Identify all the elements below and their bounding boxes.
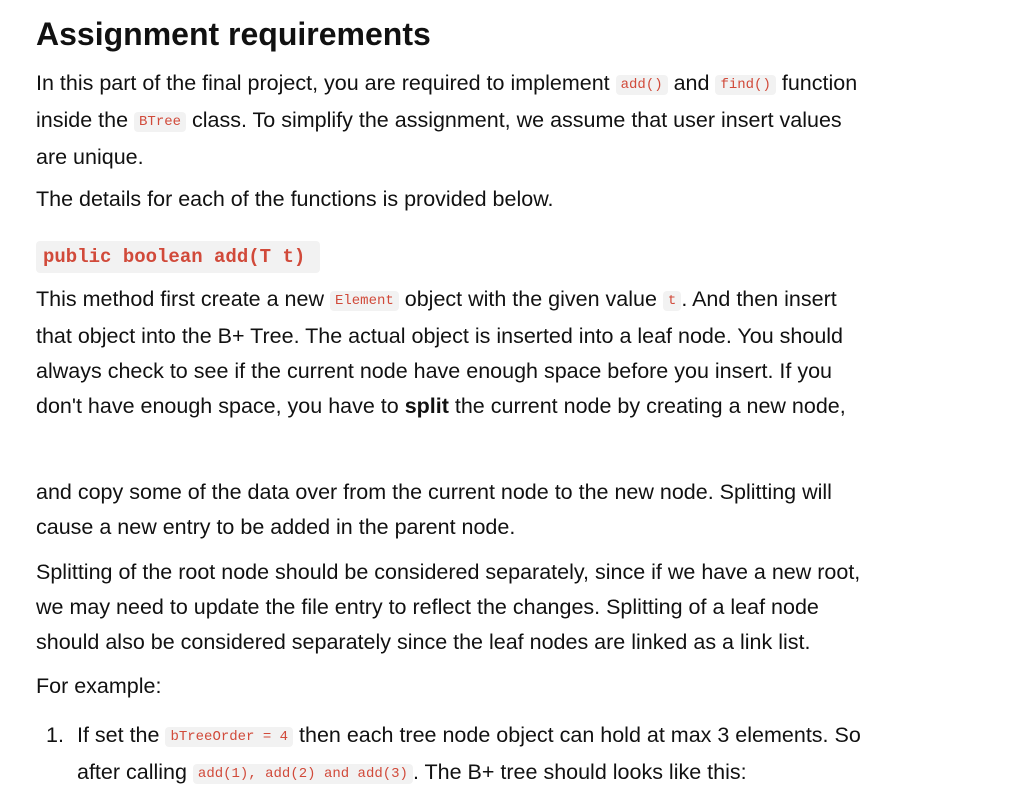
method-text: always check to see if the current node have enough space before you insert. If you — [36, 359, 832, 383]
list-number: 1. — [46, 723, 64, 747]
intro-text: are unique. — [36, 145, 144, 169]
page-title: Assignment requirements — [36, 16, 431, 52]
method-text: the current node by creating a new node, — [448, 394, 846, 418]
method-paragraph — [36, 282, 846, 424]
t-code: t — [663, 291, 681, 311]
example-label: For example: — [36, 674, 162, 698]
method-text: object with the given value — [398, 287, 663, 311]
intro-text: function — [775, 71, 858, 95]
btree-order-code: bTreeOrder = 4 — [165, 727, 293, 747]
copy-text: and copy some of the data over from the current node to the new node. Splitting will — [36, 480, 832, 504]
list-text: after calling — [77, 760, 193, 784]
method-signature: public boolean add(T t) — [36, 241, 320, 273]
details-paragraph: The details for each of the functions is provided below. — [36, 187, 554, 211]
add-calls-code: add(1), add(2) and add(3) — [193, 764, 413, 784]
add-code: add() — [616, 75, 668, 95]
list-text: If set the — [77, 723, 166, 747]
intro-text: and — [667, 71, 716, 95]
intro-text: class. To simplify the assignment, we assume that user insert values — [186, 108, 842, 132]
split-bold: split — [404, 394, 449, 418]
btree-code: BTree — [134, 112, 186, 132]
intro-text: inside the — [36, 108, 135, 132]
element-code: Element — [330, 291, 399, 311]
copy-text: cause a new entry to be added in the parent node. — [36, 515, 516, 539]
list-body — [77, 718, 861, 792]
method-text: This method first create a new — [36, 287, 330, 311]
method-text: . And then insert — [681, 287, 837, 311]
root-text: Splitting of the root node should be considered separately, since if we have a new root, — [36, 560, 861, 584]
list-item — [46, 718, 861, 792]
list-text: . The B+ tree should looks like this: — [412, 760, 747, 784]
intro-text: In this part of the final project, you are required to implement — [36, 71, 616, 95]
list-text: then each tree node object can hold at max 3 elements. So — [293, 723, 861, 747]
root-text: should also be considered separately since the leaf nodes are linked as a link list. — [36, 630, 811, 654]
find-code: find() — [715, 75, 775, 95]
intro-paragraph — [36, 66, 857, 175]
method-text: that object into the B+ Tree. The actual object is inserted into a leaf node. You should — [36, 324, 844, 348]
copy-paragraph — [36, 475, 832, 545]
root-split-paragraph — [36, 555, 860, 660]
method-text: don't have enough space, you have to — [36, 394, 405, 418]
root-text: we may need to update the file entry to reflect the changes. Splitting of a leaf node — [36, 595, 819, 619]
